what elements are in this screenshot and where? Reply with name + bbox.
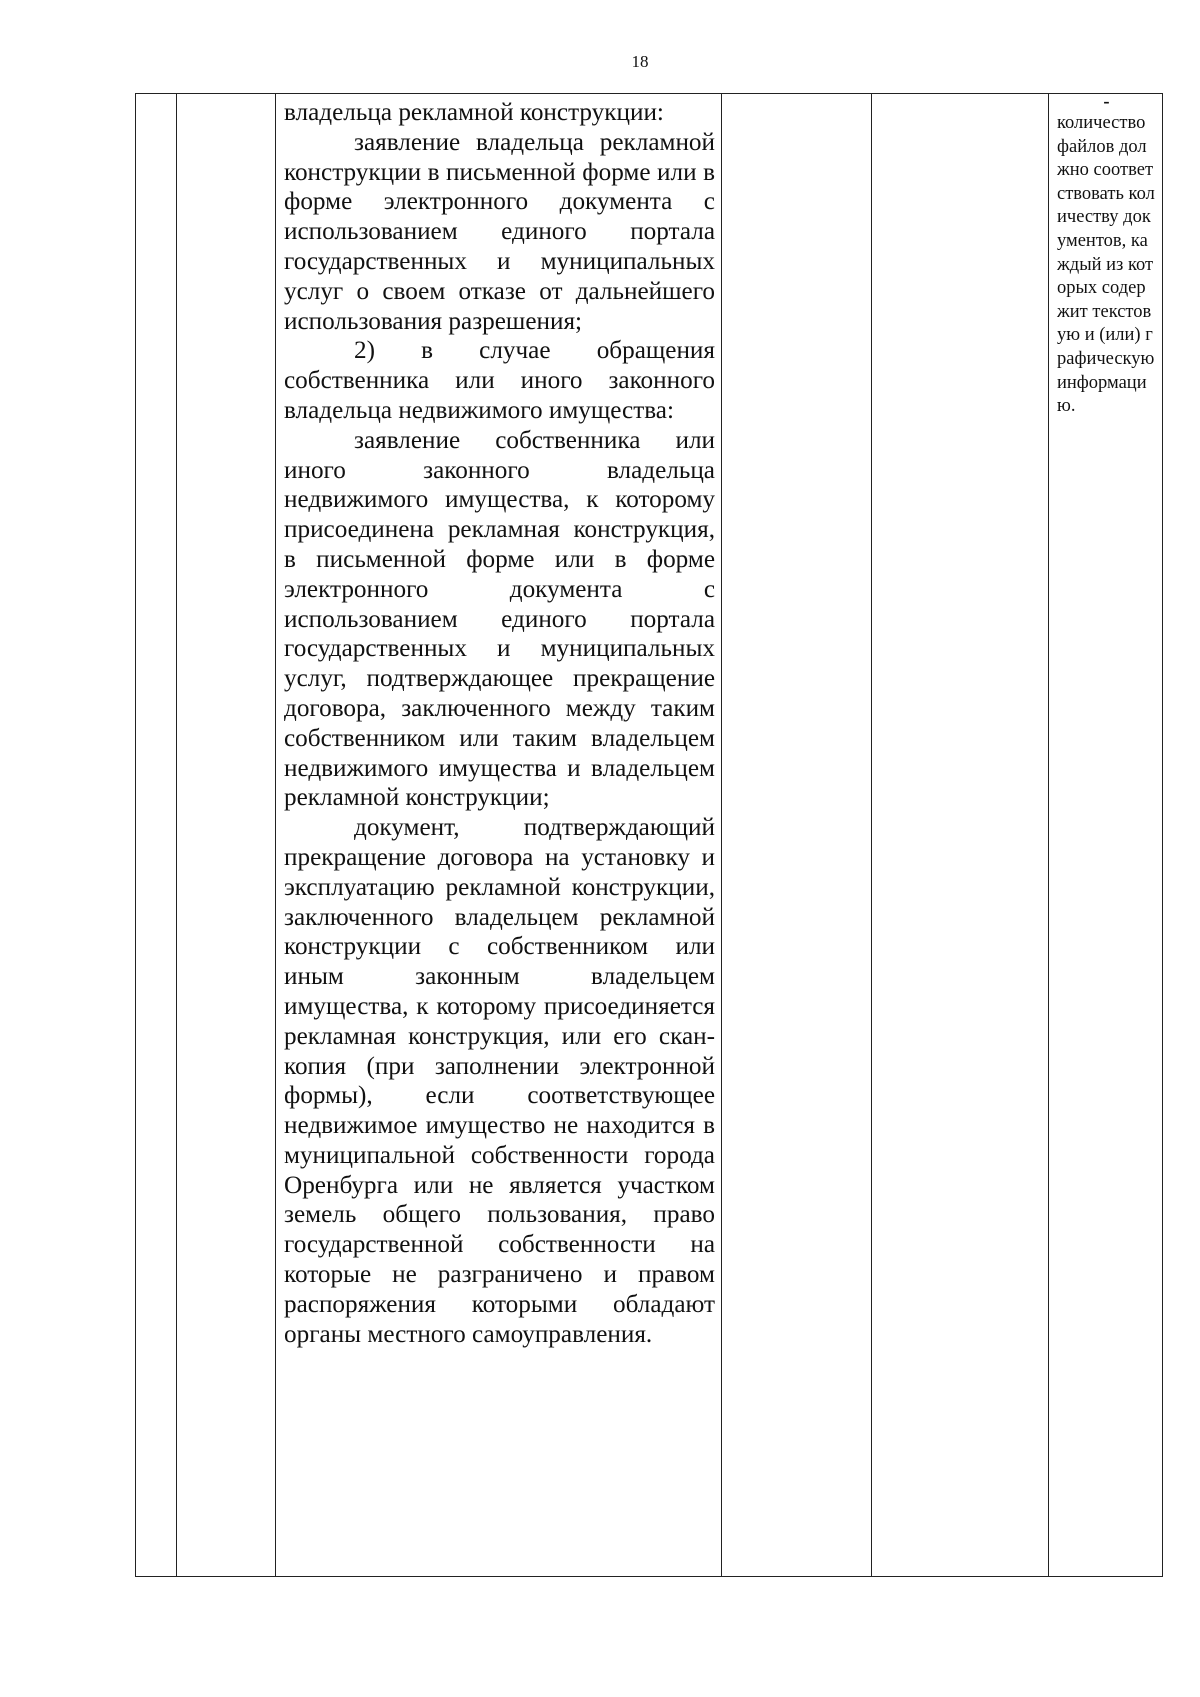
paragraph: документ, подтверждающий прекращение договора на установку и эксплуатацию рекламной конструкции, заключенного владельцем рекламной конструкции с собственником или иным законным владельцем имущества, к которому присоединяется рекламная конструкция, или его скан-копия (при заполнении электронной формы), если соответствующее недвижимое имущество не находится в муниципальной собственности города Оренбурга или не является участком земель общего пользования, право государственной собственности на которые не разграничено и правом распоряжения которыми обладают органы местного самоуправления. <box>284 814 715 1348</box>
column-divider <box>871 94 872 1576</box>
column-divider <box>721 94 722 1576</box>
page-number: 18 <box>631 52 649 71</box>
paragraph: заявление собственника или иного законного владельца недвижимого имущества, к которому присоединена рекламная конструкция, в письменной форме или в форме электронного документа с использованием единого портала государственных и муниципальных услуг, подтверждающее прекращение договора, заключенного между таким собственником или таким владельцем недвижимого имущества и владельцем рекламной конструкции; <box>284 426 715 812</box>
column-divider <box>1048 94 1049 1576</box>
note-text: количество файлов должно соответствовать количеству документов, каждый из которых содержит текстовую и (или) графическую информацию. <box>1057 113 1155 417</box>
note-dash: - <box>1103 92 1110 112</box>
column-divider <box>176 94 177 1576</box>
paragraph: владельца рекламной конструкции: <box>284 99 664 126</box>
paragraph: заявление владельца рекламной конструкции в письменной форме или в форме электронного документа с использованием единого портала государственных и муниципальных услуг о своем отказе от дальнейшего использования разрешения; <box>284 128 715 335</box>
requirements-note-cell <box>1050 92 1160 419</box>
documents-list-cell <box>276 94 721 1576</box>
document-table <box>135 93 1163 1577</box>
paragraph: 2) в случае обращения собственника или иного законного владельца недвижимого имущества: <box>284 337 715 424</box>
